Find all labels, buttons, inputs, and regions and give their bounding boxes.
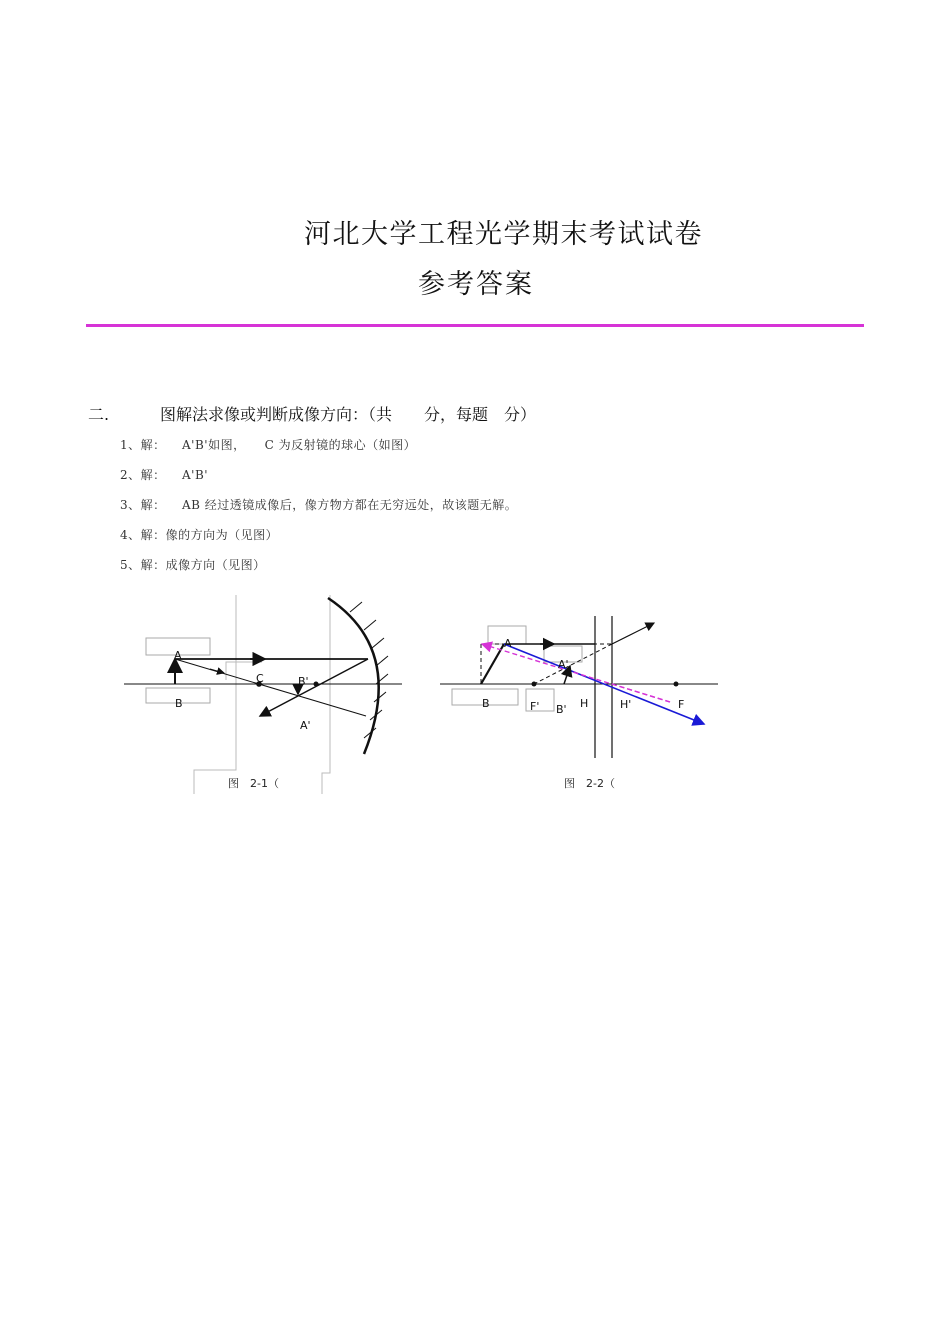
answer-3 — [120, 496, 517, 513]
label-B: B — [482, 697, 490, 710]
title-divider — [86, 324, 864, 327]
answer-1 — [120, 436, 416, 453]
label-F-prime: F' — [530, 700, 540, 713]
label-A-image: A' — [558, 658, 569, 671]
label-A: A — [504, 637, 512, 650]
label-A: A — [174, 649, 182, 662]
answer-1-lead: 1、解： — [120, 438, 166, 452]
figure-2-1-mirror-diagram — [110, 590, 420, 800]
answer-2 — [120, 466, 208, 483]
ray-magenta — [482, 644, 670, 702]
section-number: 二. — [88, 405, 110, 424]
answer-3-text: AB 经过透镜成像后，像方物方都在无穷远处，故该题无解。 — [182, 498, 518, 512]
answer-4-lead: 4、解： — [120, 528, 166, 542]
figure-2-2-lens-diagram — [430, 610, 730, 800]
point-F-prime — [532, 682, 537, 687]
label-C: C — [256, 672, 264, 685]
figure-2-1-caption: 图 2-1（ — [228, 777, 279, 790]
answer-2-lead: 2、解： — [120, 468, 166, 482]
document-title: 河北大学工程光学期末考试试卷 — [304, 219, 703, 250]
answer-5-lead: 5、解： — [120, 558, 166, 572]
label-B: B — [175, 697, 183, 710]
label-F: F — [678, 698, 685, 711]
label-B-image: B' — [298, 675, 309, 688]
answer-4-text: 像的方向为（见图） — [165, 528, 279, 542]
ray-center-arrow — [210, 669, 224, 673]
focus-point — [314, 682, 319, 687]
answer-5-text: 成像方向（见图） — [165, 558, 266, 572]
frame-line-left — [194, 595, 236, 794]
ray-emergent — [612, 623, 654, 644]
point-F — [674, 682, 679, 687]
answer-4 — [120, 526, 278, 543]
label-A-image: A' — [300, 719, 311, 732]
label-H-prime: H' — [620, 698, 632, 711]
document-subtitle: 参考答案 — [418, 269, 534, 300]
label-H: H — [580, 697, 589, 710]
answer-5 — [120, 556, 266, 573]
answer-3-lead: 3、解： — [120, 498, 166, 512]
ray-reflected — [260, 659, 368, 716]
section-heading-text: 图解法求像或判断成像方向：（共 分，每题 分） — [160, 405, 537, 424]
answer-1-text: A'B'如图， C 为反射镜的球心（如图） — [182, 438, 417, 452]
figure-2-2-caption: 图 2-2（ — [564, 777, 615, 790]
label-B-image: B' — [556, 703, 567, 716]
frame-line-right — [322, 595, 330, 794]
answer-2-text: A'B' — [182, 468, 209, 482]
section-heading — [88, 402, 536, 425]
